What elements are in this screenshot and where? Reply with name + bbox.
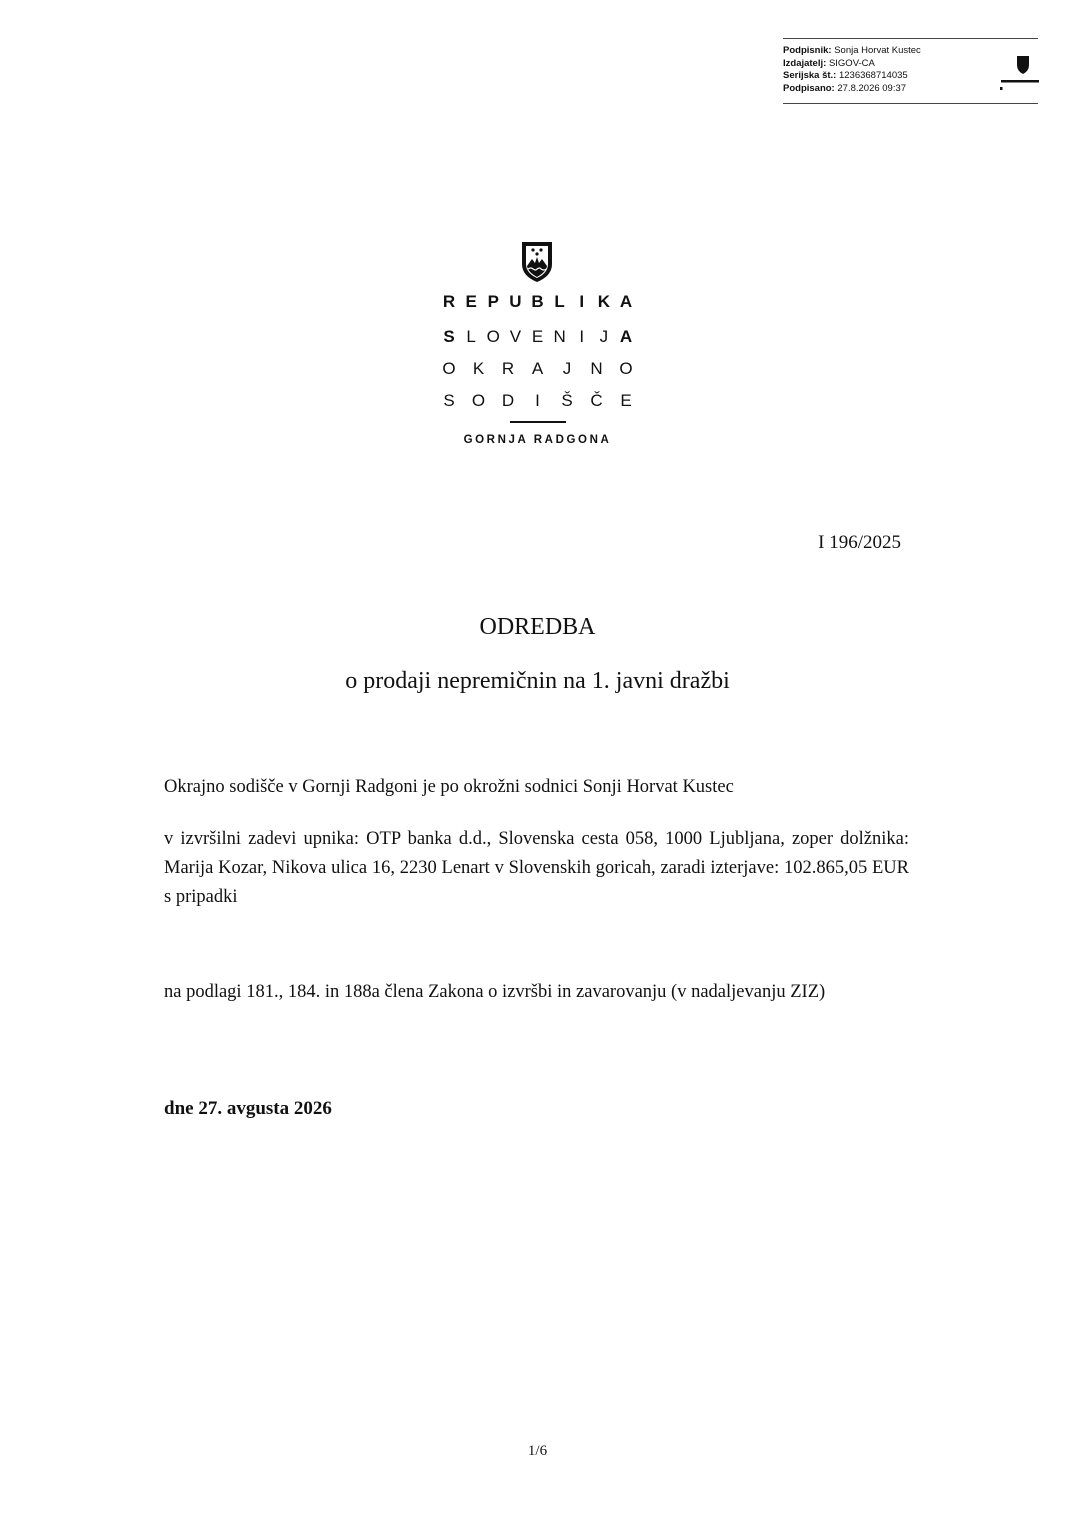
serial-value: 1236368714035 — [838, 70, 908, 81]
coat-of-arms-icon — [520, 240, 554, 284]
logo-divider — [510, 421, 566, 423]
court-logo — [430, 240, 645, 455]
signed-label: Podpisano: — [783, 82, 835, 94]
signature-seal-icon — [991, 53, 1039, 93]
signer-value: Sonja Horvat Kustec — [834, 45, 921, 56]
electronic-signature-box — [783, 38, 1038, 104]
serial-label: Serijska št.: — [783, 70, 837, 81]
issuer-value: SIGOV-CA — [828, 57, 875, 69]
issuer-label: Izdajatelj: — [783, 57, 827, 69]
legal-basis-paragraph: na podlagi 181., 184. in 188a člena Zakona o izvršbi in zavarovanju (v nadaljevanju ZIZ) — [164, 982, 826, 1002]
logo-line-okrajno: O K R A J N O — [442, 359, 633, 378]
court-location: GORNJA RADGONA — [463, 434, 612, 446]
document-subtitle: o prodaji nepremičnin na 1. javni dražbi — [345, 668, 730, 694]
page-number: 1/6 — [527, 1443, 548, 1459]
signer-label: Podpisnik: — [783, 45, 832, 56]
signed-value: 27.8.2026 09:37 — [837, 82, 907, 94]
parties-paragraph: v izvršilni zadevi upnika: OTP banka d.d., Slovenska cesta 058, 1000 Ljubljana, zoper dolžnika: Marija Kozar, Nikova ulica 16, 2230 Lenart v Slovenskih goricah, zaradi izterjave: 102.865,05 EUR s pripadki — [164, 829, 909, 907]
logo-line-slovenija: S L O V E N I J A — [443, 327, 633, 346]
court-judge-paragraph: Okrajno sodišče v Gornji Radgoni je po okrožni sodnici Sonji Horvat Kustec — [164, 777, 734, 797]
logo-line-republika: R E P U B L I K A — [442, 292, 633, 311]
document-title: ODREDBA — [479, 614, 596, 640]
document-date: dne 27. avgusta 2026 — [164, 1098, 332, 1119]
logo-line-sodisce: S O D I Š Č E — [443, 391, 632, 410]
case-number: I 196/2025 — [818, 532, 901, 553]
